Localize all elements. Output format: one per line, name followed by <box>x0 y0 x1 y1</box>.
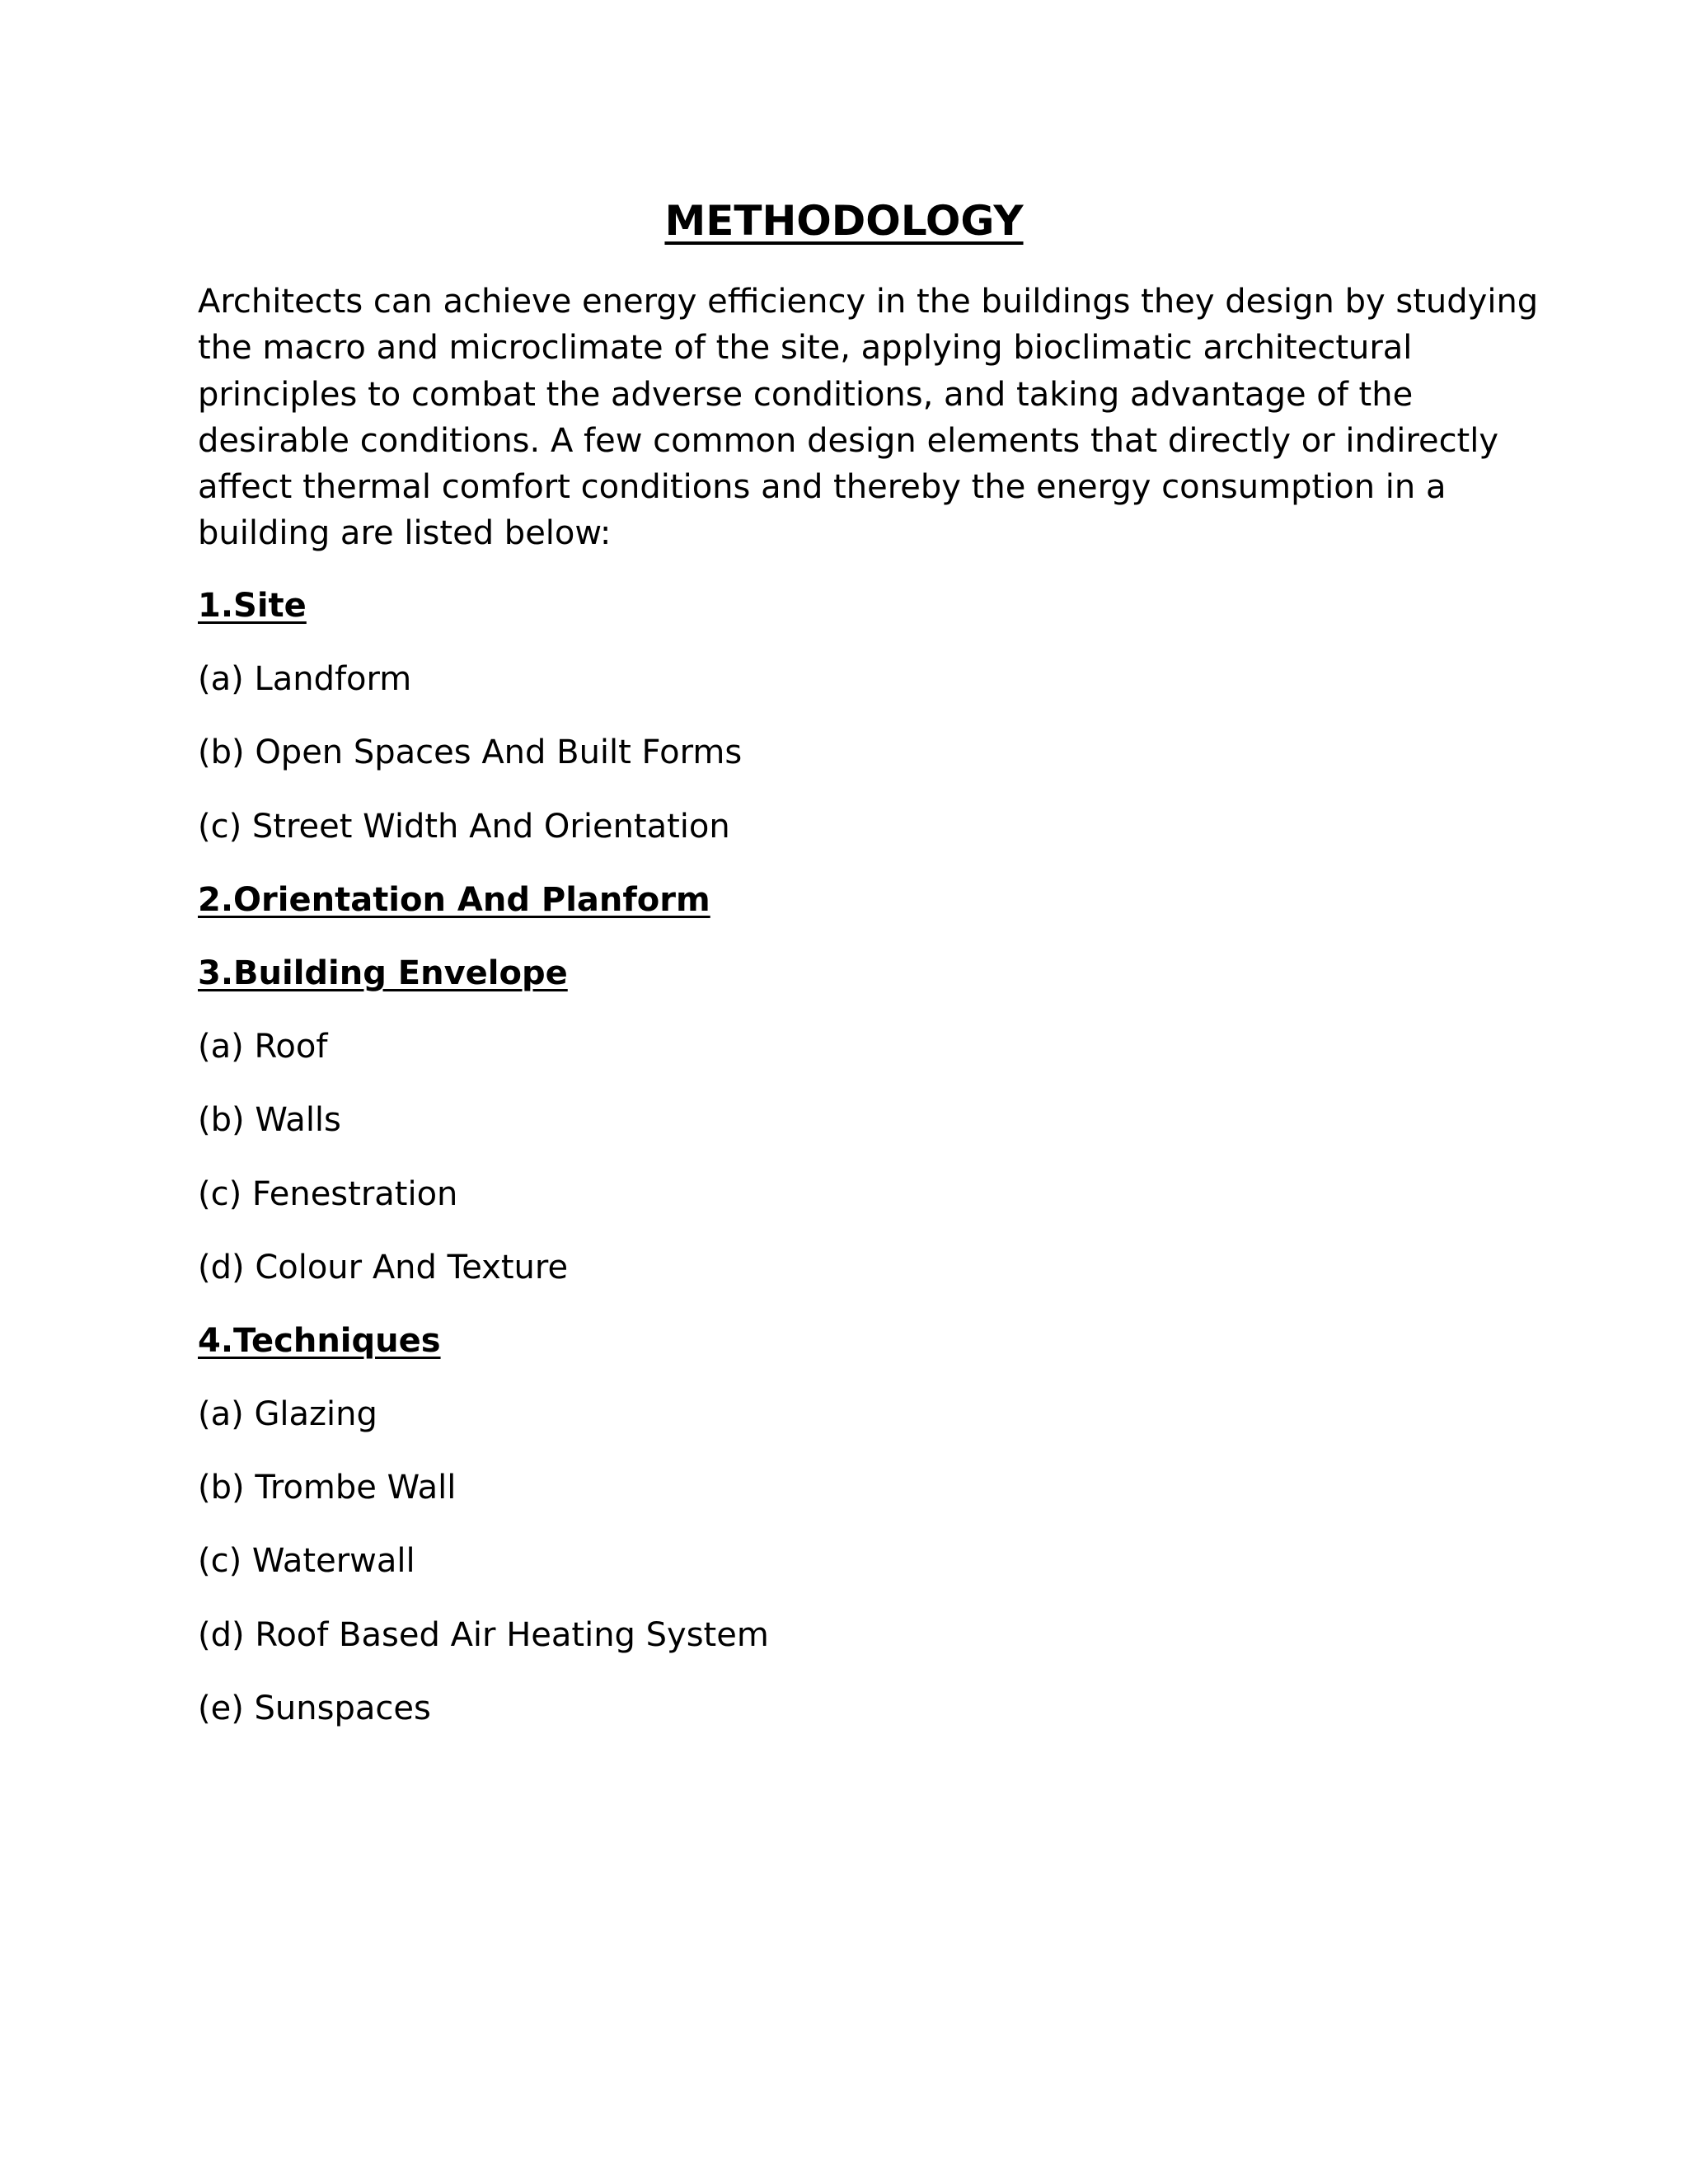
list-item-waterwall: (c) Waterwall <box>198 1542 415 1581</box>
list-item-colour-texture: (d) Colour And Texture <box>198 1248 569 1286</box>
section-heading-building-envelope: 3.Building Envelope <box>198 954 568 992</box>
list-item-open-spaces: (b) Open Spaces And Built Forms <box>198 733 743 772</box>
list-item-landform: (a) Landform <box>198 660 412 699</box>
intro-paragraph: Architects can achieve energy efficiency in the buildings they design by studying the macro and microclimate of the site, applying bioclimatic architectural principles to combat the adverse conditions, and taking advantage of the desirable conditions. A few common design elements that directly or indirectly affect thermal comfort conditions and thereby the energy consumption in a building are listed below: <box>198 283 1539 553</box>
list-item-glazing: (a) Glazing <box>198 1395 377 1434</box>
page-title <box>0 196 1688 246</box>
list-item-trombe-wall: (b) Trombe Wall <box>198 1469 457 1507</box>
page-title-text: METHODOLOGY <box>664 197 1024 245</box>
list-item-fenestration: (c) Fenestration <box>198 1174 458 1213</box>
section-heading-site: 1.Site <box>198 587 307 625</box>
list-item-street-width: (c) Street Width And Orientation <box>198 807 730 846</box>
section-heading-techniques: 4.Techniques <box>198 1321 441 1360</box>
section-list <box>198 583 1550 1759</box>
list-item-walls: (b) Walls <box>198 1101 341 1140</box>
list-item-roof-air-heating: (d) Roof Based Air Heating System <box>198 1615 769 1654</box>
list-item-roof: (a) Roof <box>198 1028 328 1066</box>
section-heading-orientation: 2.Orientation And Planform <box>198 880 710 919</box>
list-item-sunspaces: (e) Sunspaces <box>198 1689 431 1727</box>
